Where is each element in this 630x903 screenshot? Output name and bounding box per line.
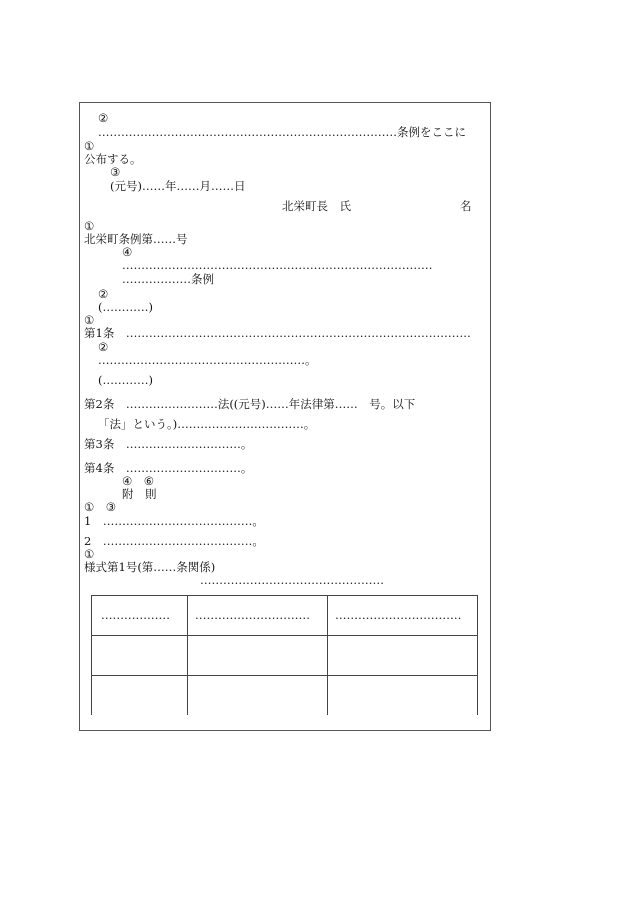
table-rule bbox=[91, 635, 478, 636]
ordinance-number: 北栄町条例第……号 bbox=[84, 232, 188, 246]
marker-1: ① bbox=[84, 219, 95, 233]
promulgation-text: 公布する。 bbox=[84, 152, 142, 166]
supplementary-1: 1 …………………………………。 bbox=[84, 514, 264, 528]
form-title: 様式第1号(第……条関係) bbox=[84, 560, 216, 574]
table-rule bbox=[477, 595, 478, 715]
marker-1: ① bbox=[84, 313, 95, 327]
ordinance-title-line1: ……………………………………………………………………… bbox=[122, 258, 433, 272]
marker-3: ③ bbox=[110, 165, 121, 179]
article-heading: (…………) bbox=[98, 373, 153, 387]
article-2-continued: 「法」という。)……………………………。 bbox=[98, 417, 316, 431]
marker-2: ② bbox=[98, 340, 109, 354]
marker-4: ④ bbox=[122, 245, 133, 259]
supplementary-title: 附 則 bbox=[122, 487, 157, 501]
mayor-title: 北栄町長 氏 bbox=[282, 199, 351, 213]
article-heading: (…………) bbox=[98, 300, 153, 314]
article-2: 第2条 ……………………法((元号)……年法律第…… 号。以下 bbox=[84, 397, 416, 411]
enactment-line: ……………………………………………………………………条例をここに bbox=[98, 125, 466, 139]
article-1: 第1条 ……………………………………………………………………………… bbox=[84, 326, 471, 340]
marker-2: ② bbox=[98, 287, 109, 301]
table-rule bbox=[187, 595, 188, 715]
marker-2: ② bbox=[98, 111, 109, 125]
article-1-continued: ………………………………………………。 bbox=[98, 353, 317, 367]
table-header-cell: …………………………… bbox=[335, 608, 462, 622]
supplementary-2: 2 …………………………………。 bbox=[84, 534, 264, 548]
marker-4-6: ④ ⑥ bbox=[122, 474, 155, 488]
table-header-cell: ………………………… bbox=[195, 608, 310, 622]
date-line: (元号)……年……月……日 bbox=[110, 179, 246, 193]
table-rule bbox=[327, 595, 328, 715]
article-3: 第3条 …………………………。 bbox=[84, 437, 253, 451]
marker-1-3: ① ③ bbox=[84, 500, 117, 514]
article-4: 第4条 …………………………。 bbox=[84, 461, 253, 475]
table-rule bbox=[91, 595, 92, 715]
table-rule bbox=[91, 675, 478, 676]
ordinance-title-line2: ………………条例 bbox=[122, 272, 214, 286]
mayor-name: 名 bbox=[460, 199, 472, 213]
table-header-cell: ……………… bbox=[101, 608, 170, 622]
form-name-dots: ………………………………………… bbox=[200, 573, 384, 587]
table-rule bbox=[91, 595, 478, 596]
marker-1: ① bbox=[84, 547, 95, 561]
form-table bbox=[91, 595, 478, 715]
marker-1: ① bbox=[84, 139, 95, 153]
